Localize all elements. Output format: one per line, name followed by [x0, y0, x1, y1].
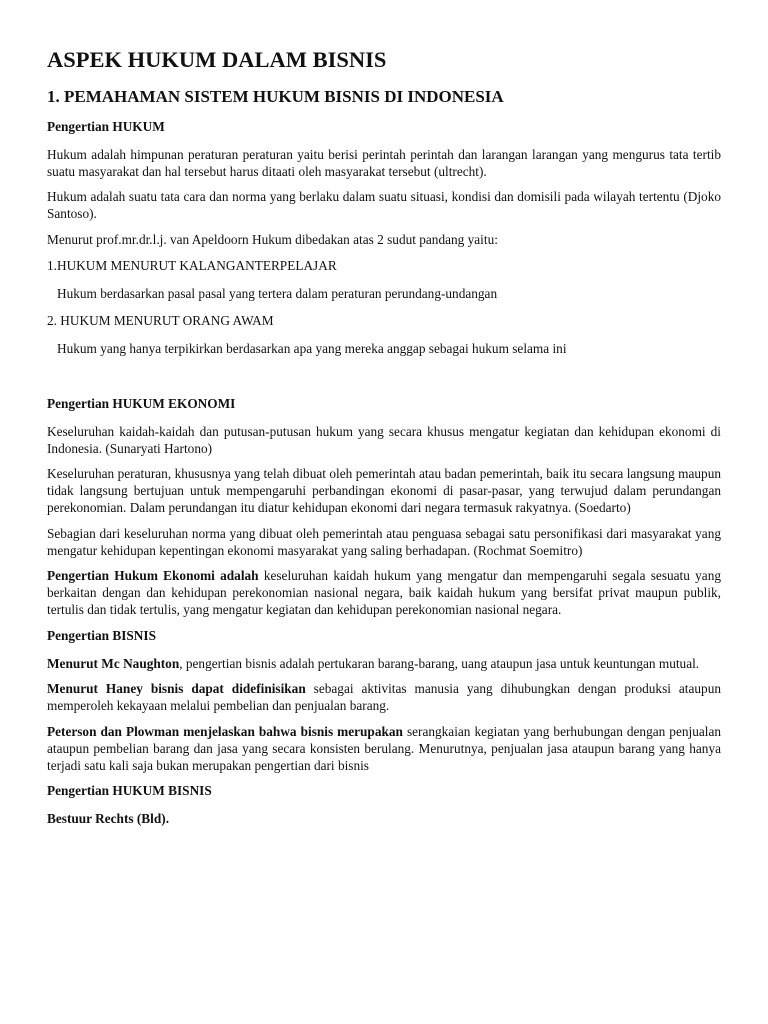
ekonomi-4-lead: Pengertian Hukum Ekonomi adalah	[47, 568, 259, 584]
ekonomi-4-body: keseluruhan kaidah hukum yang mengatur dan mempengaruhi segala sesuatu yang berkaitan dengan dan kehidupan perekonomian nasional negara, baik kaidah hukum yang bersifat privat maupun publik, tertulis dan tidak tertulis, yang mengatur kegiatan dan kehidupan perekonomian nasional negara.	[47, 568, 721, 617]
subheading-bisnis: Pengertian BISNIS	[47, 627, 156, 643]
paragraph-ekonomi-4	[47, 568, 721, 618]
paragraph-ekonomi-2: Keseluruhan peraturan, khususnya yang telah dibuat oleh pemerintah atau badan pemerintah, baik itu secara langsung maupun tidak langsung bertujuan untuk mempengaruhi perbandingan ekonomi di pasar-pasar, yang terwujud dalam perundangan perekonomian. Dalam perundangan itu diatur kehidupan ekonomi dari negara termasuk rakyatnya. (Soedarto)	[47, 466, 721, 515]
paragraph-ekonomi-3: Sebagian dari keseluruhan norma yang dibuat oleh pemerintah atau penguasa sebagai satu personifikasi dari masyarakat yang mengatur kehidupan kepentingan ekonomi masyarakat yang saling berhadapan. (Rochmat Soemitro)	[47, 525, 721, 558]
document-title: ASPEK HUKUM DALAM BISNIS	[47, 47, 387, 72]
point1-text: Hukum berdasarkan pasal pasal yang tertera dalam peraturan perundang-undangan	[57, 285, 498, 301]
bisnis-3-body: serangkaian kegiatan yang berhubungan dengan penjualan ataupun pembelian barang dan jasa yang secara konsisten berulang. Menurutnya, penjualan jasa ataupun barang yang hanya terjadi satu kali saja bukan merupakan pengertian dari bisnis	[47, 723, 721, 773]
bisnis-1-body: , pengertian bisnis adalah pertukaran barang-barang, uang ataupun jasa untuk keuntungan mutual.	[179, 655, 700, 671]
paragraph-hukum-bisnis-1: Bestuur Rechts (Bld).	[47, 811, 170, 827]
paragraph-hukum-def2: Hukum adalah suatu tata cara dan norma yang berlaku dalam suatu situasi, kondisi dan domisili pada wilayah tertentu (Djoko Santoso).	[47, 189, 721, 222]
bisnis-3-lead: Peterson dan Plowman menjelaskan bahwa bisnis merupakan	[47, 723, 403, 739]
bisnis-2-body: sebagai aktivitas manusia yang dihubungkan dengan produksi ataupun memperoleh kekayaan melalui pembelian dan penjualan barang.	[47, 681, 721, 714]
paragraph-bisnis-3	[47, 724, 721, 774]
point2-text: Hukum yang hanya terpikirkan berdasarkan apa yang mereka anggap sebagai hukum selama ini	[57, 341, 567, 357]
subheading-hukum-ekonomi: Pengertian HUKUM EKONOMI	[47, 395, 236, 411]
paragraph-hukum-def1: Hukum adalah himpunan peraturan peraturan yaitu berisi perintah perintah dan larangan larangan yang mengurus tata tertib suatu masyarakat dan hal tersebut harus ditaati oleh masyarakat tersebut (ultrecht).	[47, 146, 721, 179]
bisnis-2-lead: Menurut Haney bisnis dapat didefinisikan	[47, 681, 306, 697]
section-heading: 1. PEMAHAMAN SISTEM HUKUM BISNIS DI INDONESIA	[47, 87, 504, 106]
bisnis-1-lead: Menurut Mc Naughton	[47, 655, 180, 671]
subheading-hukum: Pengertian HUKUM	[47, 119, 165, 134]
paragraph-bisnis-1	[47, 656, 721, 673]
paragraph-bisnis-2	[47, 681, 721, 715]
paragraph-apeldoorn-intro: Menurut prof.mr.dr.l.j. van Apeldoorn Hukum dibedakan atas 2 sudut pandang yaitu:	[47, 231, 498, 247]
paragraph-ekonomi-1: Keseluruhan kaidah-kaidah dan putusan-putusan hukum yang secara khusus mengatur kegiatan dan kehidupan ekonomi di Indonesia. (Sunaryati Hartono)	[47, 423, 721, 456]
document-page	[47, 46, 721, 828]
point2-title: 2. HUKUM MENURUT ORANG AWAM	[47, 313, 274, 329]
point1-title: 1.HUKUM MENURUT KALANGANTERPELAJAR	[47, 257, 337, 273]
subheading-hukum-bisnis: Pengertian HUKUM BISNIS	[47, 783, 212, 799]
